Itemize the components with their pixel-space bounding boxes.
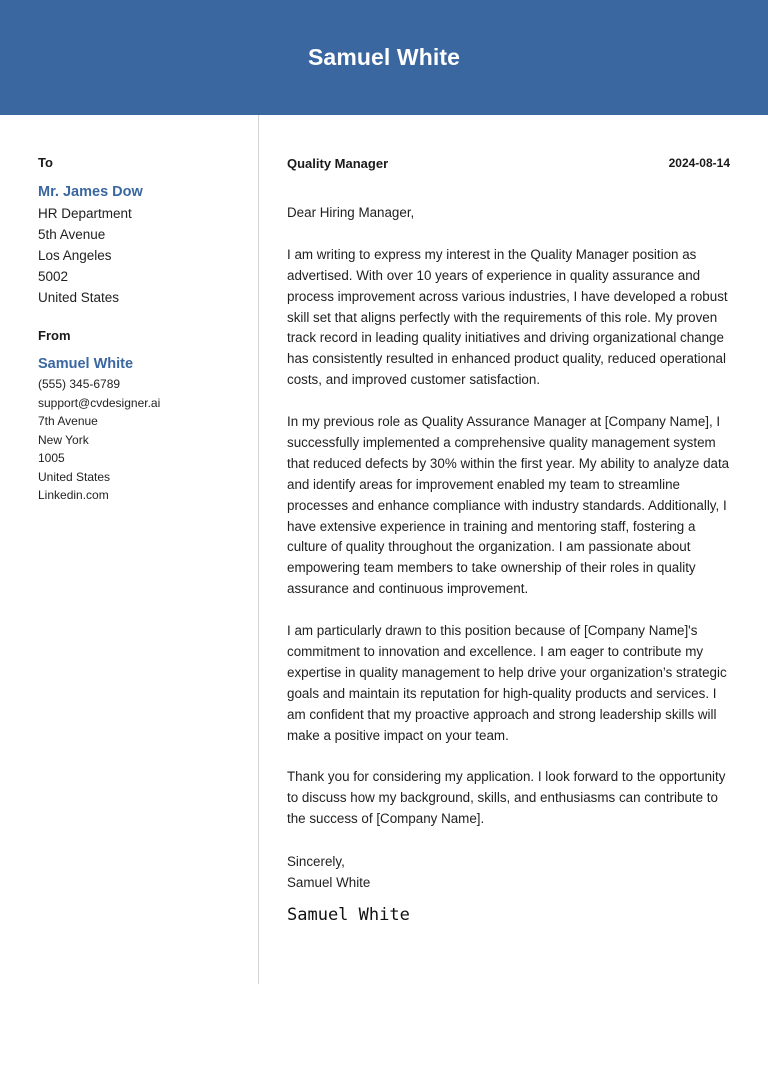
letter-paragraph: Thank you for considering my application. I look forward to the opportunity to discuss how my background, skills, and enthusiasms can contribute to the success of [Company Name]. bbox=[287, 769, 726, 827]
sender-linkedin: Linkedin.com bbox=[38, 488, 109, 502]
letter-title-row bbox=[287, 153, 730, 173]
letter-paragraph: In my previous role as Quality Assurance Manager at [Company Name], I successfully implemented a comprehensive quality management system that reduced defects by 30% within the first year. My ability to analyze data and identify areas for improvement enabled my team to streamline processes and enhance compliance with industry standards. Additionally, I have extensive experience in training and mentoring staff, fostering a culture of quality throughout the organization. I am passionate about empowering team members to take ownership of their roles in quality assurance and continuous improvement. bbox=[287, 414, 730, 597]
sender-line: 1005 bbox=[38, 451, 65, 465]
salutation: Dear Hiring Manager, bbox=[287, 205, 415, 220]
sender-line: New York bbox=[38, 432, 89, 447]
recipient-name: Mr. James Dow bbox=[38, 184, 143, 200]
sender-line: United States bbox=[38, 469, 111, 484]
header-name: Samuel White bbox=[307, 44, 460, 70]
to-section-label: To bbox=[38, 155, 53, 170]
closing bbox=[287, 851, 730, 893]
recipient-line: Los Angeles bbox=[38, 248, 112, 263]
sender-email: support@cvdesigner.ai bbox=[38, 395, 161, 410]
sender-line: 7th Avenue bbox=[38, 414, 98, 428]
letter-paragraph: I am writing to express my interest in the Quality Manager position as advertised. With over 10 years of experience in quality assurance and process improvement across various industries, I have developed a robust skill set that aligns perfectly with the requirements of this role. My proven track record in leading quality initiatives and driving organizational change has consistently resulted in enhanced product quality, reduced operational costs, and improved customer satisfaction. bbox=[287, 246, 728, 388]
sender-phone: (555) 345-6789 bbox=[38, 377, 121, 391]
letter-column bbox=[287, 153, 730, 926]
letter-paragraph: I am particularly drawn to this position because of [Company Name]'s commitment to innovation and excellence. I am eager to contribute my expertise in quality management to help drive your organization’s strategic goals and maintain its reputation for high-quality products and services. I am confident that my proactive approach and strong leadership skills will make a positive impact on your team. bbox=[287, 623, 727, 743]
letter-date: 2024-08-14 bbox=[668, 156, 730, 170]
signature: Samuel White bbox=[287, 905, 410, 926]
from-section-label: From bbox=[38, 328, 71, 343]
recipient-line: United States bbox=[38, 290, 120, 305]
recipient-line: HR Department bbox=[38, 206, 132, 221]
recipient-address bbox=[38, 203, 243, 308]
recipient-line: 5002 bbox=[38, 269, 69, 284]
closing-line: Sincerely, bbox=[287, 854, 345, 870]
sender-contact bbox=[38, 375, 243, 505]
closing-name: Samuel White bbox=[287, 875, 371, 891]
recipient-line: 5th Avenue bbox=[38, 227, 106, 242]
job-title: Quality Manager bbox=[287, 155, 389, 171]
contact-column bbox=[38, 153, 243, 505]
letter-body bbox=[287, 203, 730, 926]
column-divider bbox=[258, 115, 259, 984]
sender-name: Samuel White bbox=[38, 356, 134, 372]
header-banner bbox=[0, 0, 768, 115]
